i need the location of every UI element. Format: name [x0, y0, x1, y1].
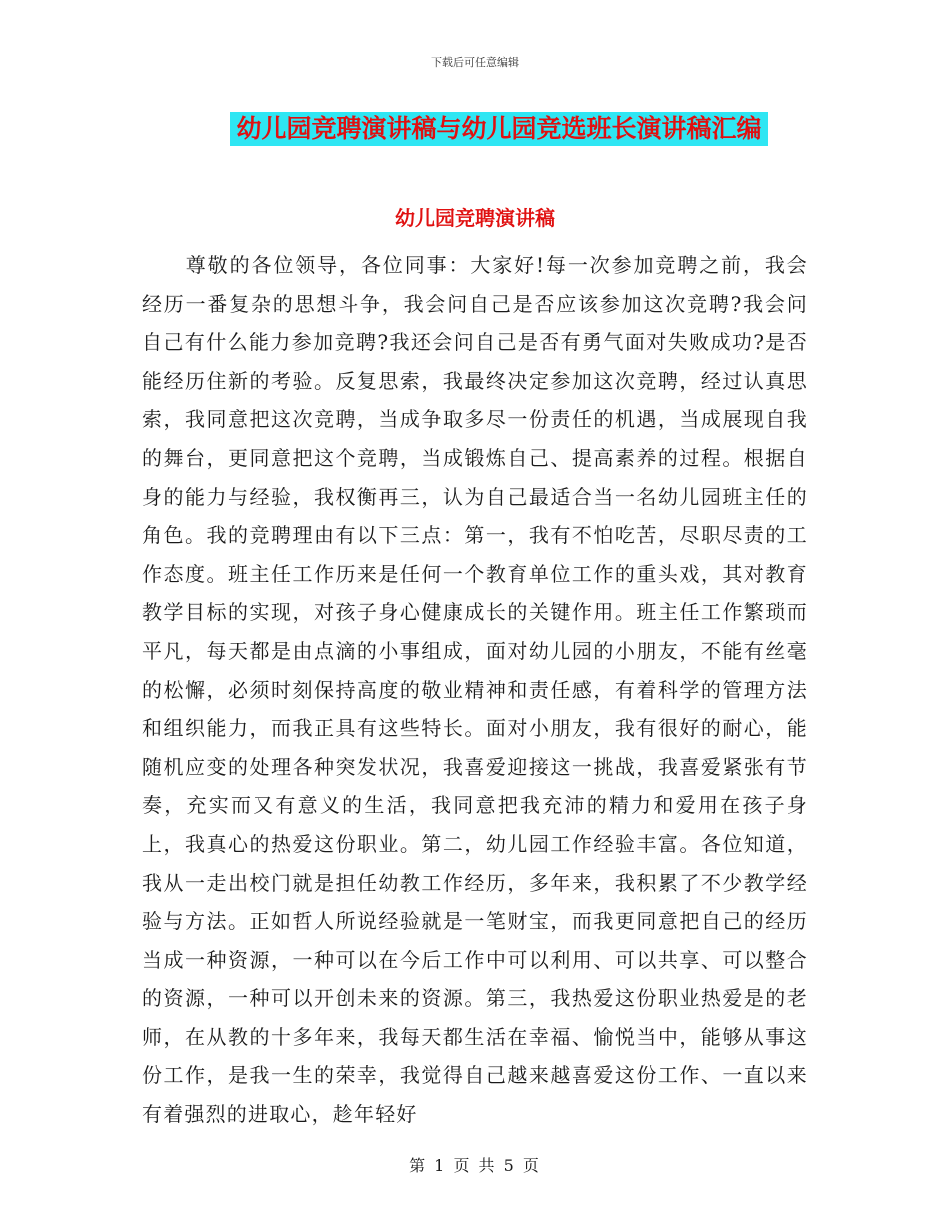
body-paragraph: 尊敬的各位领导，各位同事：大家好!每一次参加竞聘之前，我会经历一番复杂的思想斗争，我会问自己是否应该参加这次竞聘?我会问自己有什么能力参加竞聘?我还会问自己是否有勇气面对失败成功?是否能经历住新的考验。反复思索，我最终决定参加这次竞聘，经过认真思索，我同意把这次竞聘，当成争取多尽一份责任的机遇，当成展现自我的舞台，更同意把这个竞聘，当成锻炼自己、提高素养的过程。根据自身的能力与经验，我权衡再三，认为自己最适合当一名幼儿园班主任的角色。我的竞聘理由有以下三点：第一，我有不怕吃苦，尽职尽责的工作态度。班主任工作历来是任何一个教育单位工作的重头戏，其对教育教学目标的实现，对孩子身心健康成长的关键作用。班主任工作繁琐而平凡，每天都是由点滴的小事组成，面对幼儿园的小朋友，不能有丝毫的松懈，必须时刻保持高度的敬业精神和责任感，有着科学的管理方法和组织能力，而我正具有这些特长。面对小朋友，我有很好的耐心，能随机应变的处理各种突发状况，我喜爱迎接这一挑战，我喜爱紧张有节奏，充实而又有意义的生活，我同意把我充沛的精力和爱用在孩子身上，我真心的热爱这份职业。第二，幼儿园工作经验丰富。各位知道，我从一走出校门就是担任幼教工作经历，多年来，我积累了不少教学经验与方法。正如哲人所说经验就是一笔财宝，而我更同意把自己的经历当成一种资源，一种可以在今后工作中可以利用、可以共享、可以整合的资源，一种可以开创未来的资源。第三，我热爱这份职业热爱是的老师，在从教的十多年来，我每天都生活在幸福、愉悦当中，能够从事这份工作，是我一生的荣幸，我觉得自己越来越喜爱这份工作、一直以来有着强烈的进取心，趁年轻好 — [142, 253, 808, 1127]
document-title-block — [0, 112, 950, 146]
body-text — [142, 246, 808, 1134]
section-title: 幼儿园竞聘演讲稿 — [395, 206, 555, 230]
page-footer: 第 1 页 共 5 页 — [409, 1156, 541, 1175]
header-note: 下载后可任意编辑 — [431, 56, 519, 69]
document-title: 幼儿园竞聘演讲稿与幼儿园竞选班长演讲稿汇编 — [230, 112, 767, 146]
